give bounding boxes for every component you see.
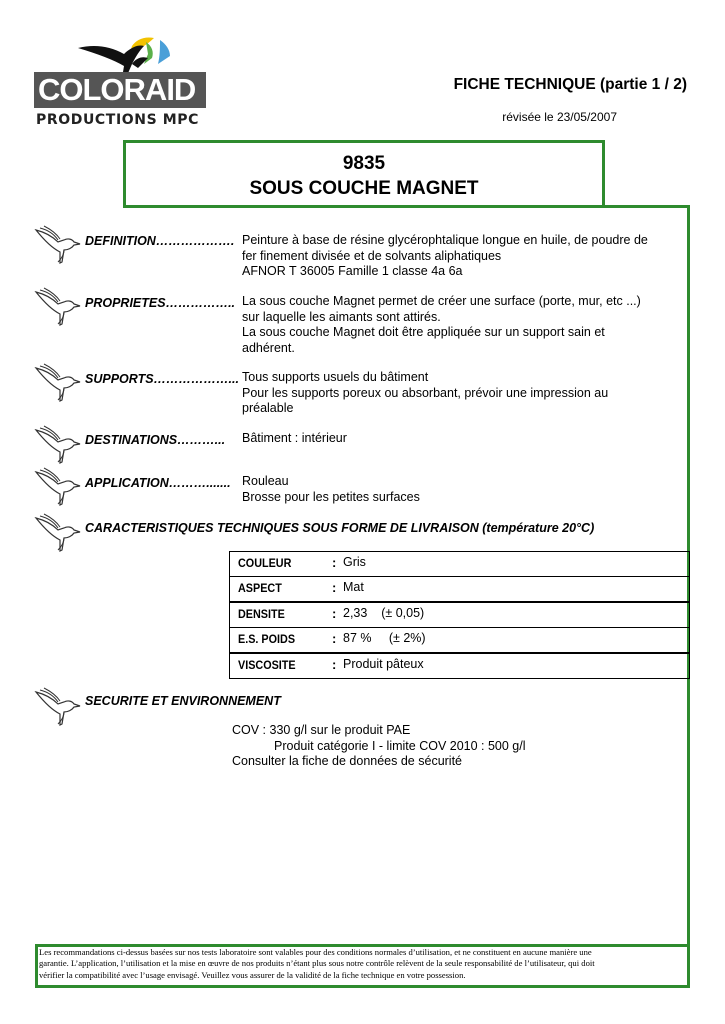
table-value: Gris [343, 555, 366, 569]
application-text [242, 474, 682, 505]
table-colon: : [332, 631, 337, 646]
proprietes-label: PROPRIETES…………….. [85, 296, 236, 310]
text-line: sur laquelle les aimants sont attirés. [242, 309, 441, 324]
text-line: Brosse pour les petites surfaces [242, 489, 420, 504]
revision-date: révisée le 23/05/2007 [502, 110, 617, 124]
securite-text [232, 723, 526, 770]
disclaimer-line: vérifier la compatibilité avec l’usage envisagé. Veuillez vous assurer de la validité de la fiche technique en votre possession. [39, 969, 466, 980]
text-line: AFNOR T 36005 Famille 1 classe 4a 6a [242, 264, 463, 278]
bird-bullet-icon [34, 222, 82, 266]
text-line: adhérent. [242, 340, 295, 355]
frame-line-bottom [35, 985, 690, 988]
table-row [229, 551, 690, 577]
supports-label: SUPPORTS………………... [85, 372, 239, 386]
table-row [229, 602, 690, 628]
disclaimer [39, 947, 684, 981]
table-colon: : [332, 555, 337, 570]
frame-line-left [35, 944, 38, 988]
text-line: La sous couche Magnet permet de créer une surface (porte, mur, etc ...) [242, 294, 641, 308]
bird-bullet-icon [34, 284, 82, 328]
logo [34, 34, 210, 130]
destinations-text [242, 431, 682, 447]
securite-label: SECURITE ET ENVIRONNEMENT [85, 694, 281, 708]
definition-label: DEFINITION………………. [85, 234, 235, 248]
product-name: SOUS COUCHE MAGNET [249, 178, 479, 199]
table-key: ASPECT [238, 581, 282, 595]
table-row [229, 576, 690, 602]
text-line: préalable [242, 401, 294, 415]
text-line: Peinture à base de résine glycérophtalique longue en huile, de poudre de [242, 233, 648, 247]
proprietes-text [242, 294, 682, 356]
text-line: Bâtiment : intérieur [242, 431, 347, 445]
table-key: VISCOSITE [238, 658, 296, 672]
text-line: COV : 330 g/l sur le produit PAE [232, 723, 411, 737]
text-line: fer finement divisée et de solvants aliphatiques [242, 248, 502, 263]
disclaimer-line: Les recommandations ci-dessus basées sur nos tests laboratoire sont valables pour des conditions normales d’utilisation, et ne constituent en aucune manière une [39, 947, 592, 957]
table-row [229, 627, 690, 653]
table-value: Mat [343, 580, 364, 594]
definition-text [242, 233, 682, 280]
logo-text: COLORAID [38, 72, 196, 107]
frame-line-top [600, 205, 690, 208]
text-line: Rouleau [242, 474, 289, 488]
disclaimer-line: garantie. L’application, l’utilisation et la mise en œuvre de nos produits n’étant plus sous notre contrôle relèvent de la seule responsabilité de l’utilisateur, qui doit [39, 958, 595, 969]
fiche-title: FICHE TECHNIQUE (partie 1 / 2) [453, 76, 687, 93]
table-colon: : [332, 606, 337, 621]
bird-bullet-icon [34, 684, 82, 728]
table-colon: : [332, 657, 337, 672]
table-value: 2,33 (± 0,05) [343, 606, 425, 620]
destinations-label: DESTINATIONS………... [85, 433, 226, 447]
table-row [229, 653, 690, 679]
application-label: APPLICATION………....... [85, 476, 231, 490]
bird-bullet-icon [34, 360, 82, 404]
table-key: E.S. POIDS [238, 632, 296, 646]
logo-subtitle: PRODUCTIONS MPC [36, 112, 200, 128]
table-key: COULEUR [238, 556, 292, 570]
table-value: Produit pâteux [343, 657, 424, 671]
text-line: La sous couche Magnet doit être appliquée sur un support sain et [242, 325, 605, 339]
supports-text [242, 370, 682, 417]
text-line: Pour les supports poreux ou absorbant, prévoir une impression au [242, 385, 609, 400]
product-title-box [123, 140, 605, 208]
bird-bullet-icon [34, 510, 82, 554]
caracteristiques-label: CARACTERISTIQUES TECHNIQUES SOUS FORME DE LIVRAISON (température 20°C) [85, 521, 595, 535]
product-code: 9835 [342, 153, 386, 174]
bird-bullet-icon [34, 422, 82, 466]
bird-bullet-icon [34, 464, 82, 508]
text-line: Consulter la fiche de données de sécurité [232, 754, 463, 768]
table-value: 87 % (± 2%) [343, 631, 426, 645]
table-colon: : [332, 580, 337, 595]
text-line: Produit catégorie I - limite COV 2010 : 500 g/l [274, 738, 526, 753]
text-line: Tous supports usuels du bâtiment [242, 370, 429, 384]
table-key: DENSITE [238, 607, 285, 621]
